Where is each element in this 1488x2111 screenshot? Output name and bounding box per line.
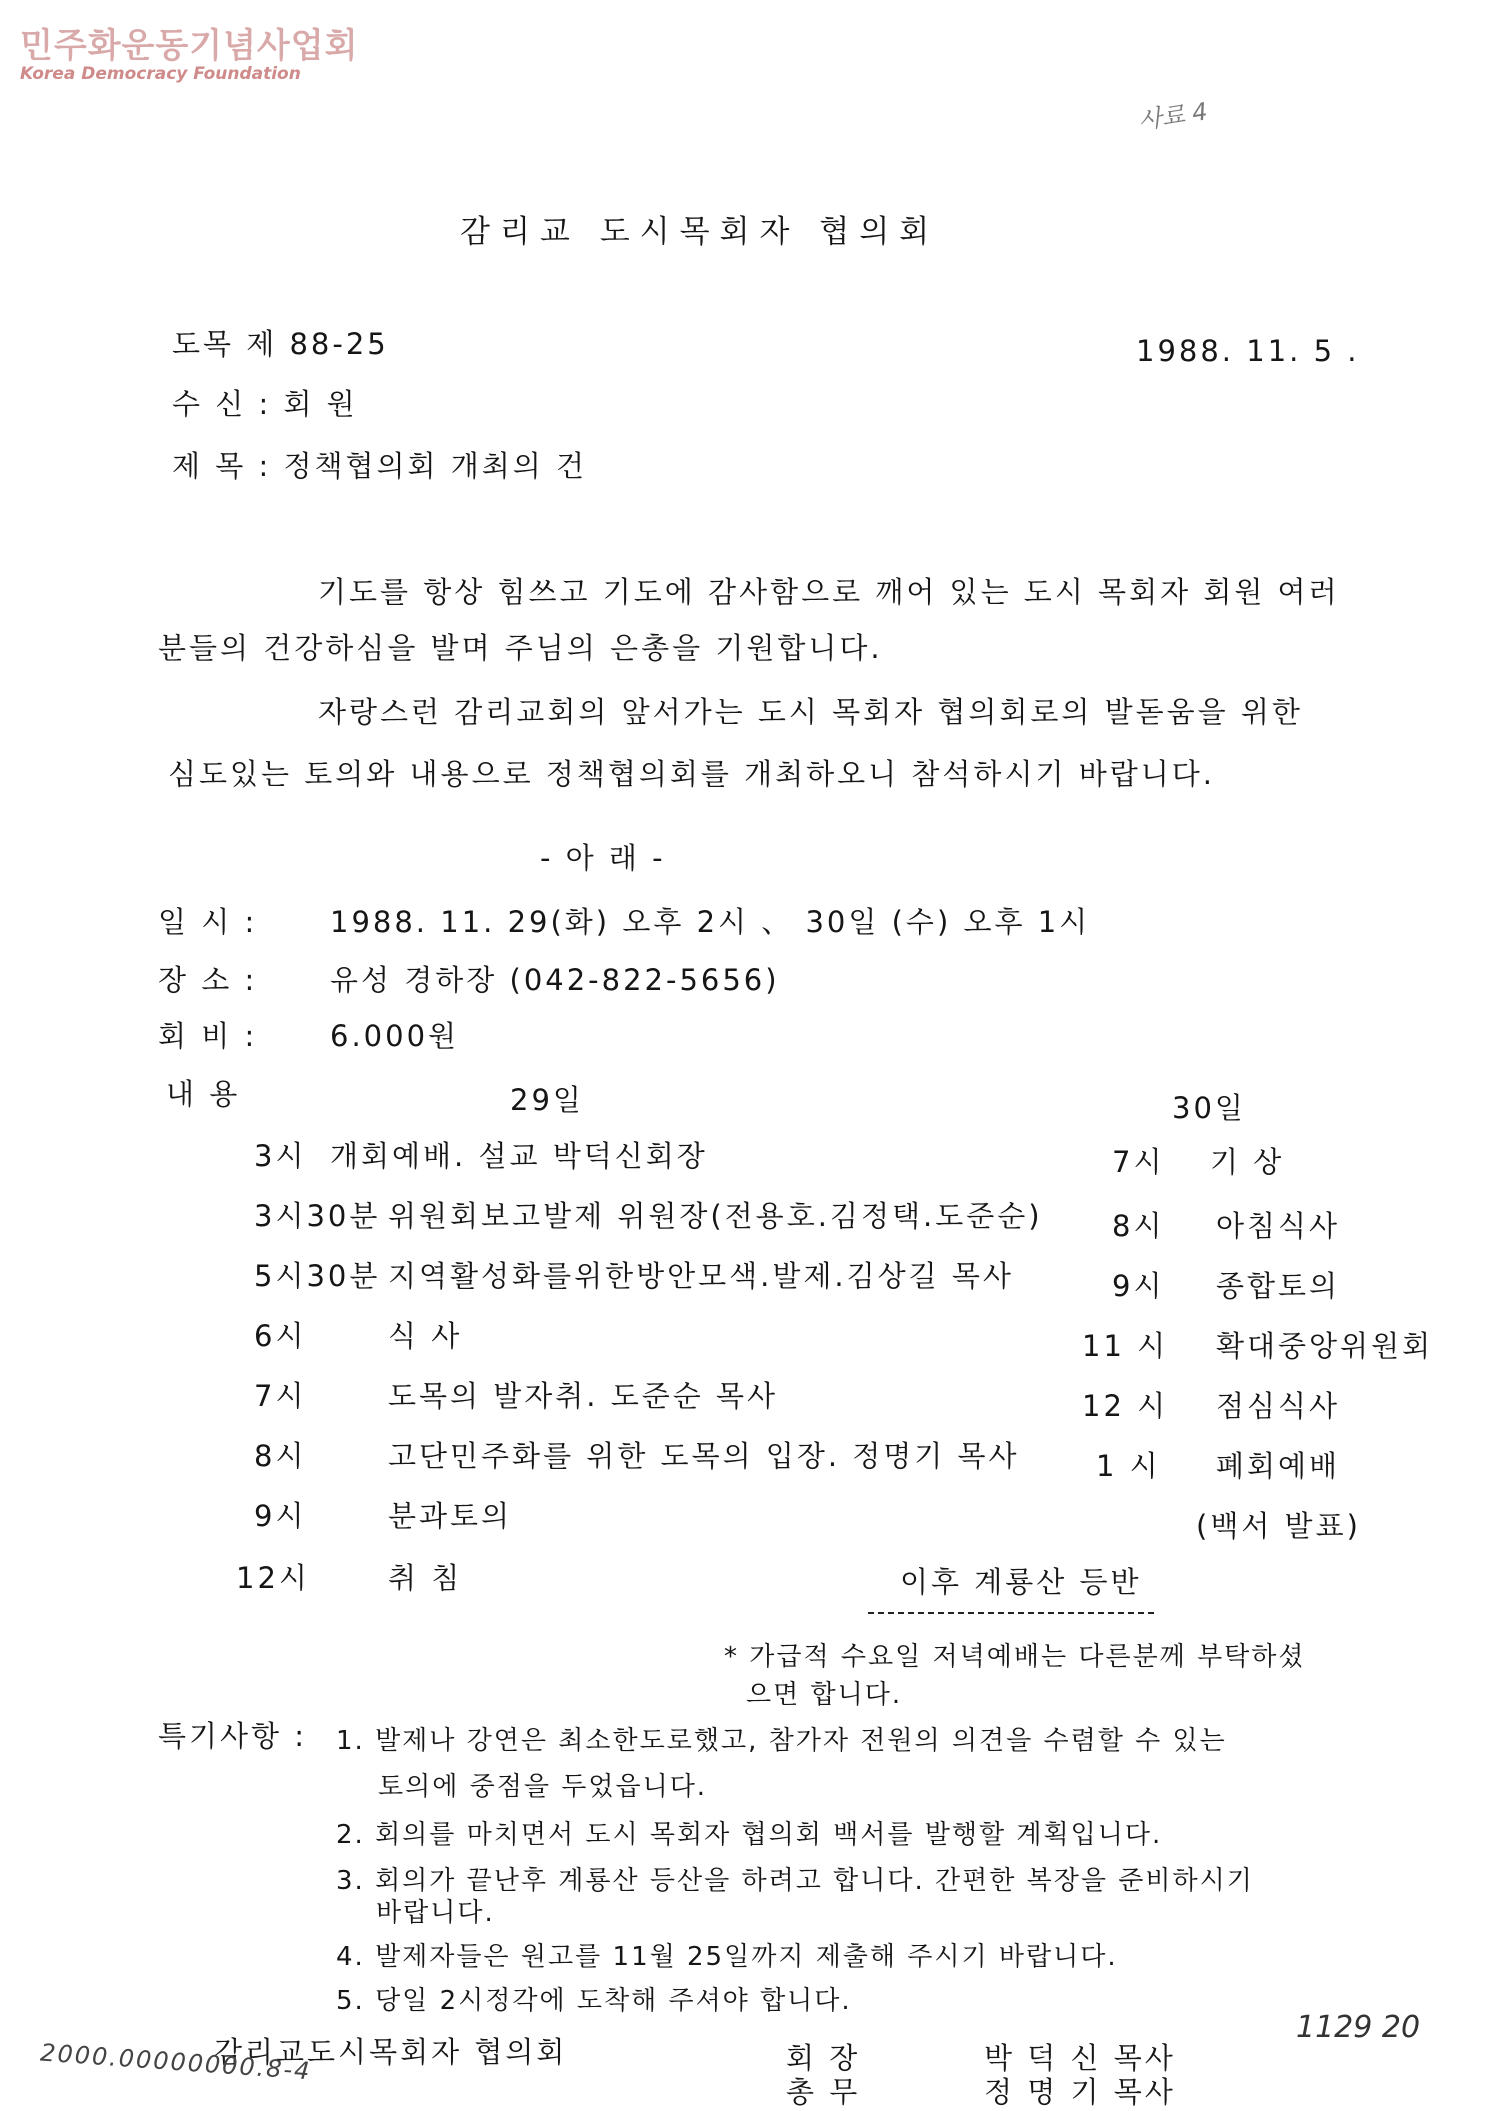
day-2-item: 기 상 [1210,1145,1285,1179]
day-1-item: 고단민주화를 위한 도목의 입장. 정명기 목사 [388,1439,1020,1473]
footer-name-chair: 박 덕 신 목사 [984,2041,1176,2075]
datetime-value: 1988. 11. 29(화) 오후 2시 、 30일 (수) 오후 1시 [330,905,1091,939]
day-2-time: 8시 [1112,1209,1165,1243]
note-4: 4. 발제자들은 원고를 11월 25일까지 제출해 주시기 바랍니다. [336,1942,1118,1972]
day-2-time: 1 시 [1096,1449,1161,1483]
day-1-time: 6시 [254,1319,307,1353]
day-1-item: 식 사 [388,1319,463,1353]
asterisk-note-line-1: * 가급적 수요일 저녁예배는 다른분께 부탁하셨 [724,1642,1306,1672]
document-title: 감리교 도시목회자 협의회 [460,214,940,250]
day-1-header: 29일 [510,1083,584,1117]
top-handwritten-note: 사료 4 [1136,97,1210,135]
document-date: 1988. 11. 5 . [1136,334,1360,368]
asterisk-note-line-2: 으면 합니다. [746,1680,903,1710]
footer-name-secretary: 정 명 기 목사 [984,2075,1176,2109]
footer-role-secretary: 총 무 [786,2075,861,2109]
note-5: 5. 당일 2시정각에 도착해 주셔야 합니다. [336,1986,852,2016]
day-2-item: 확대중앙위원회 [1216,1329,1434,1363]
day-1-time: 12시 [236,1561,310,1595]
note-2: 2. 회의를 마치면서 도시 목회자 협의회 백서를 발행할 계획입니다. [336,1820,1163,1850]
day-1-item: 도목의 발자취. 도준순 목사 [388,1379,779,1413]
day-1-time: 3시30분 [254,1199,381,1233]
notes-label: 특기사항 : [158,1719,308,1753]
archive-mark: 2000.00000000.8-4 [39,2038,313,2086]
day-2-time: 7시 [1112,1145,1165,1179]
day-2-item: 종합토의 [1216,1269,1341,1303]
after-note: 이후 계룡산 등반 [900,1565,1142,1599]
body-paragraph-2-line-1: 자랑스런 감리교회의 앞서가는 도시 목회자 협의회로의 발돋움을 위한 [318,695,1303,729]
handwritten-stamp: 1129 20 [1296,2010,1421,2045]
body-paragraph-1-line-1: 기도를 항상 힘쓰고 기도에 감사함으로 깨어 있는 도시 목회자 회원 여러 [318,575,1340,609]
day-2-item: 점심식사 [1216,1389,1341,1423]
day-1-item: 개회예배. 설교 박덕신회장 [330,1139,708,1173]
day-2-item: 폐회예배 [1216,1449,1341,1483]
note-1-line-1: 1. 발제나 강연은 최소한도로했고, 참가자 전원의 의견을 수렴할 수 있는 [336,1726,1227,1756]
place-label: 장 소 : [158,963,258,997]
recipient-line: 수 신 : 회 원 [172,387,358,421]
datetime-label: 일 시 : [158,905,258,939]
day-2-note: (백서 발표) [1196,1509,1361,1543]
footer-organization: 감리교도시목회자 협의회 [214,2035,568,2069]
day-1-item: 위원회보고발제 위원장(전용호.김정택.도준순) [388,1199,1043,1233]
watermark-english: Korea Democracy Foundation [20,64,301,84]
day-1-time: 7시 [254,1379,307,1413]
day-1-item: 지역활성화를위한방안모색.발제.김상길 목사 [388,1259,1014,1293]
note-3-line-2: 바랍니다. [376,1898,495,1928]
watermark-korean: 민주화운동기념사업회 [20,26,359,66]
day-2-header: 30일 [1172,1091,1246,1125]
day-2-item: 아침식사 [1216,1209,1341,1243]
day-1-time: 8시 [254,1439,307,1473]
program-label: 내 용 [166,1077,241,1111]
document-number: 도목 제 88-25 [172,327,389,361]
fee-value: 6.000원 [330,1019,460,1053]
note-3-line-1: 3. 회의가 끝난후 계룡산 등산을 하려고 합니다. 간편한 복장을 준비하시기 [336,1866,1254,1896]
day-2-time: 12 시 [1082,1389,1169,1423]
day-1-item: 취 침 [388,1561,463,1595]
fee-label: 회 비 : [158,1019,258,1053]
footer-role-chair: 회 장 [786,2041,861,2075]
day-1-time: 3시 [254,1139,307,1173]
day-1-item: 분과토의 [388,1499,513,1533]
subject-line: 제 목 : 정책협의회 개최의 건 [172,449,588,483]
body-paragraph-1-line-2: 분들의 건강하심을 발며 주님의 은총을 기원합니다. [158,631,883,665]
day-2-time: 9시 [1112,1269,1165,1303]
note-1-line-2: 토의에 중점을 두었읍니다. [378,1772,708,1802]
day-1-time: 9시 [254,1499,307,1533]
below-heading: - 아 래 - [540,841,666,875]
after-note-dashed-rule [868,1612,1154,1614]
day-2-time: 11 시 [1082,1329,1169,1363]
day-1-time: 5시30분 [254,1259,381,1293]
body-paragraph-2-line-2: 심도있는 토의와 내용으로 정책협의회를 개최하오니 참석하시기 바랍니다. [168,757,1215,791]
place-value: 유성 경하장 (042-822-5656) [330,963,780,997]
